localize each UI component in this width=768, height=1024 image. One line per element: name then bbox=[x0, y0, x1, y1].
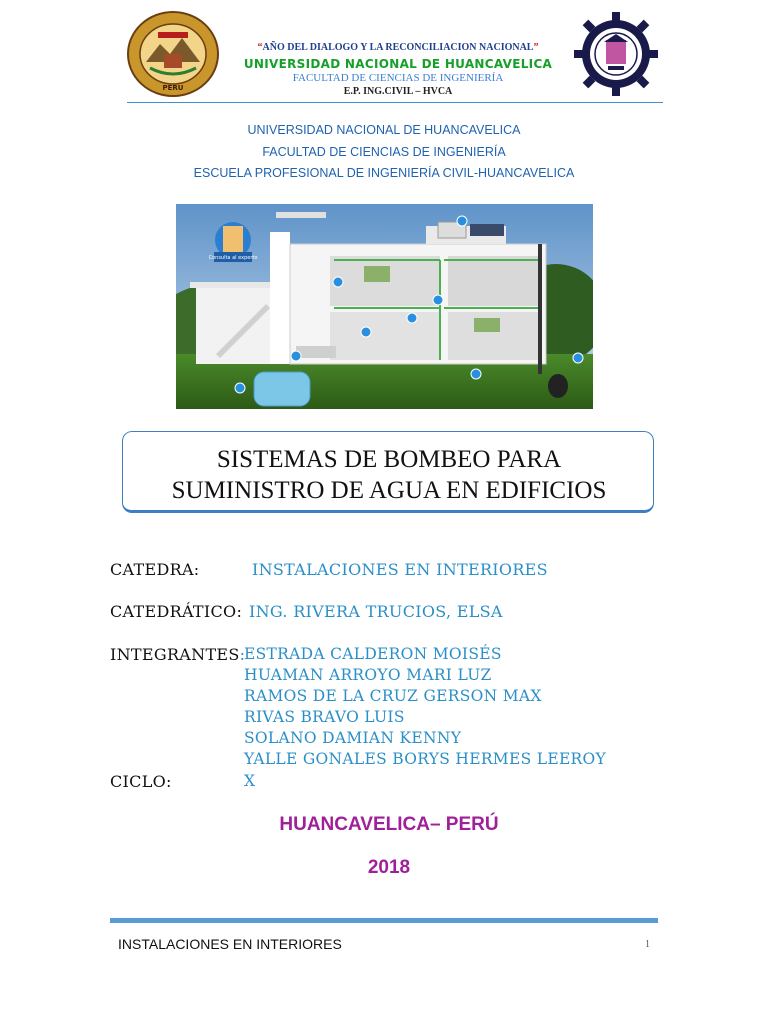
catedra-value: INSTALACIONES EN INTERIORES bbox=[252, 560, 548, 579]
catedratico-label: CATEDRÁTICO: bbox=[110, 602, 243, 621]
integrantes-label: INTEGRANTES: bbox=[110, 645, 246, 664]
subheader-university: UNIVERSIDAD NACIONAL DE HUANCAVELICA bbox=[247, 123, 521, 137]
member-4: RIVAS BRAVO LUIS bbox=[244, 708, 405, 726]
header-faculty: FACULTAD DE CIENCIAS DE INGENIERÍA bbox=[292, 72, 504, 84]
subheader-faculty: FACULTAD DE CIENCIAS DE INGENIERÍA bbox=[262, 145, 506, 159]
year-motto: “AÑO DEL DIALOGO Y LA RECONCILIACION NACIONAL” bbox=[257, 42, 539, 53]
header-university: UNIVERSIDAD NACIONAL DE HUANCAVELICA bbox=[243, 57, 553, 71]
title-line-2: SUMINISTRO DE AGUA EN EDIFICIOS bbox=[171, 477, 607, 504]
member-2: HUAMAN ARROYO MARI LUZ bbox=[244, 666, 492, 684]
faculty-gear-logo bbox=[574, 10, 658, 98]
page-number: 1 bbox=[645, 939, 650, 950]
university-seal-logo bbox=[126, 10, 220, 98]
header-divider bbox=[127, 102, 663, 103]
svg-text:PERU: PERU bbox=[162, 84, 184, 92]
footer-bar bbox=[110, 918, 658, 923]
title-line-1: SISTEMAS DE BOMBEO PARA bbox=[216, 446, 562, 473]
member-1: ESTRADA CALDERON MOISÉS bbox=[244, 645, 502, 663]
subheader-school: ESCUELA PROFESIONAL DE INGENIERÍA CIVIL-HUANCAVELICA bbox=[193, 166, 575, 180]
member-3: RAMOS DE LA CRUZ GERSON MAX bbox=[244, 687, 542, 705]
place: HUANCAVELICA– PERÚ bbox=[279, 814, 499, 835]
year: 2018 bbox=[367, 857, 411, 878]
footer-text: INSTALACIONES EN INTERIORES bbox=[118, 936, 342, 952]
house-water-system-illustration bbox=[176, 204, 593, 409]
ciclo-value: X bbox=[244, 772, 256, 790]
catedratico-value: ING. RIVERA TRUCIOS, ELSA bbox=[249, 602, 503, 621]
member-6: YALLE GONALES BORYS HERMES LEEROY bbox=[244, 750, 607, 768]
member-5: SOLANO DAMIAN KENNY bbox=[244, 729, 462, 747]
ciclo-label: CICLO: bbox=[110, 772, 172, 791]
catedra-label: CATEDRA: bbox=[110, 560, 200, 579]
header-school-short: E.P. ING.CIVIL – HVCA bbox=[343, 86, 453, 97]
expert-badge-text: Consulta al experto bbox=[208, 255, 258, 261]
